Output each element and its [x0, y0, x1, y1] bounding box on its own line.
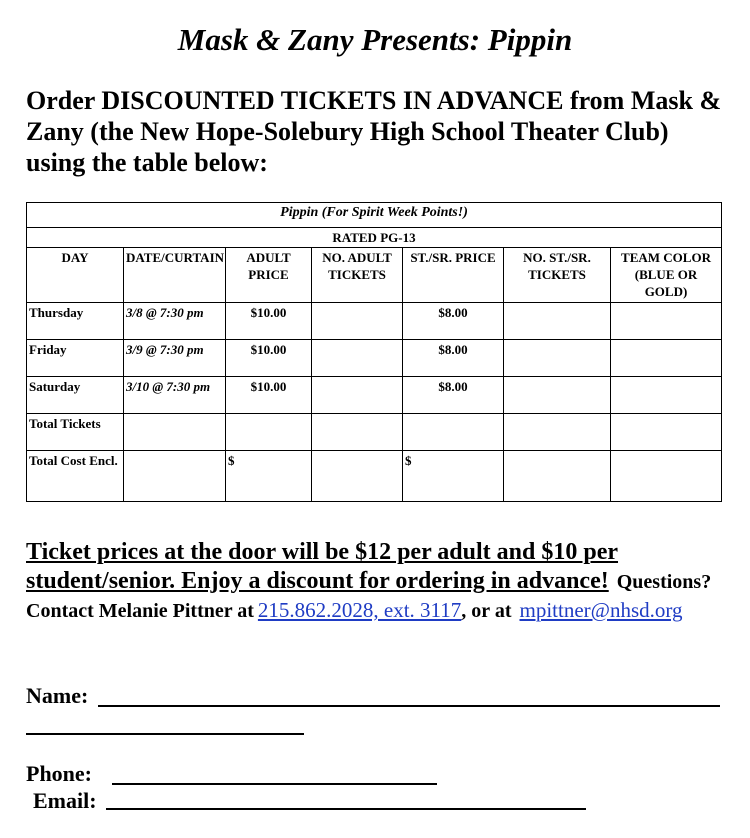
column-header-team-color: TEAM COLOR (BLUE OR GOLD)	[611, 248, 722, 303]
adult-tickets-cell[interactable]	[312, 340, 403, 377]
ticket-order-table	[26, 202, 722, 502]
total-cost-row	[27, 451, 722, 502]
total-tickets-cell[interactable]	[403, 414, 504, 451]
name-label: Name:	[26, 683, 89, 708]
phone-line[interactable]	[112, 761, 437, 785]
adult-tickets-cell[interactable]	[312, 303, 403, 340]
total-tickets-cell[interactable]	[226, 414, 312, 451]
column-header-student-tickets: NO. ST./SR. TICKETS	[504, 248, 611, 303]
adult-price-cell: $10.00	[226, 340, 312, 377]
total-tickets-cell[interactable]	[124, 414, 226, 451]
column-header-date: DATE/CURTAIN	[124, 248, 226, 303]
total-cost-cell[interactable]	[504, 451, 611, 502]
total-tickets-cell[interactable]	[504, 414, 611, 451]
total-cost-cell[interactable]	[611, 451, 722, 502]
total-tickets-label: Total Tickets	[27, 414, 124, 451]
day-cell: Friday	[27, 340, 124, 377]
email-line[interactable]	[106, 786, 586, 810]
team-color-cell[interactable]	[611, 340, 722, 377]
contact-middle: , or at	[461, 600, 512, 622]
date-cell: 3/10 @ 7:30 pm	[124, 377, 226, 414]
page-title: Mask & Zany Presents: Pippin	[177, 22, 573, 57]
intro-text: Order DISCOUNTED TICKETS IN ADVANCE from Mask & Zany (the New Hope-Solebury High School Theater Club) using the table below:	[26, 86, 722, 177]
day-cell: Thursday	[27, 303, 124, 340]
phone-link[interactable]: 215.862.2028, ext. 3117	[257, 598, 462, 622]
team-color-cell[interactable]	[611, 303, 722, 340]
email-link[interactable]: mpittner@nhsd.org	[519, 598, 683, 622]
total-cost-cell[interactable]	[124, 451, 226, 502]
column-header-adult-price: ADULT PRICE	[226, 248, 312, 303]
adult-tickets-cell[interactable]	[312, 377, 403, 414]
student-tickets-cell[interactable]	[504, 340, 611, 377]
student-price-cell: $8.00	[403, 303, 504, 340]
name-line[interactable]	[98, 683, 720, 707]
name-line-continued[interactable]	[26, 711, 304, 735]
total-tickets-row	[27, 414, 722, 451]
column-header-student-price: ST./SR. PRICE	[403, 248, 504, 303]
student-tickets-cell[interactable]	[504, 377, 611, 414]
email-label: Email:	[33, 788, 97, 813]
table-row	[27, 303, 722, 340]
door-price-notice: Ticket prices at the door will be $12 per adult and $10 per student/senior. Enjoy a discount for ordering in advance!	[26, 539, 619, 594]
column-header-adult-tickets: NO. ADULT TICKETS	[312, 248, 403, 303]
adult-price-cell: $10.00	[226, 377, 312, 414]
team-color-cell[interactable]	[611, 377, 722, 414]
total-tickets-cell[interactable]	[312, 414, 403, 451]
phone-label: Phone:	[26, 761, 92, 786]
day-cell: Saturday	[27, 377, 124, 414]
table-row	[27, 377, 722, 414]
total-cost-cell[interactable]	[312, 451, 403, 502]
adult-price-cell: $10.00	[226, 303, 312, 340]
table-row	[27, 340, 722, 377]
date-cell: 3/8 @ 7:30 pm	[124, 303, 226, 340]
total-cost-label: Total Cost Encl.	[27, 451, 124, 502]
student-price-cell: $8.00	[403, 340, 504, 377]
table-caption: Pippin (For Spirit Week Points!)	[27, 203, 722, 228]
student-price-cell: $8.00	[403, 377, 504, 414]
column-header-day: DAY	[27, 248, 124, 303]
total-cost-adult-cell[interactable]: $	[226, 451, 312, 502]
student-tickets-cell[interactable]	[504, 303, 611, 340]
rating-label: RATED PG-13	[27, 228, 722, 248]
door-price-notice-block	[26, 538, 726, 626]
date-cell: 3/9 @ 7:30 pm	[124, 340, 226, 377]
total-cost-student-cell[interactable]: $	[403, 451, 504, 502]
contact-prefix: Questions? Contact Melanie Pittner at	[26, 571, 712, 622]
total-tickets-cell[interactable]	[611, 414, 722, 451]
